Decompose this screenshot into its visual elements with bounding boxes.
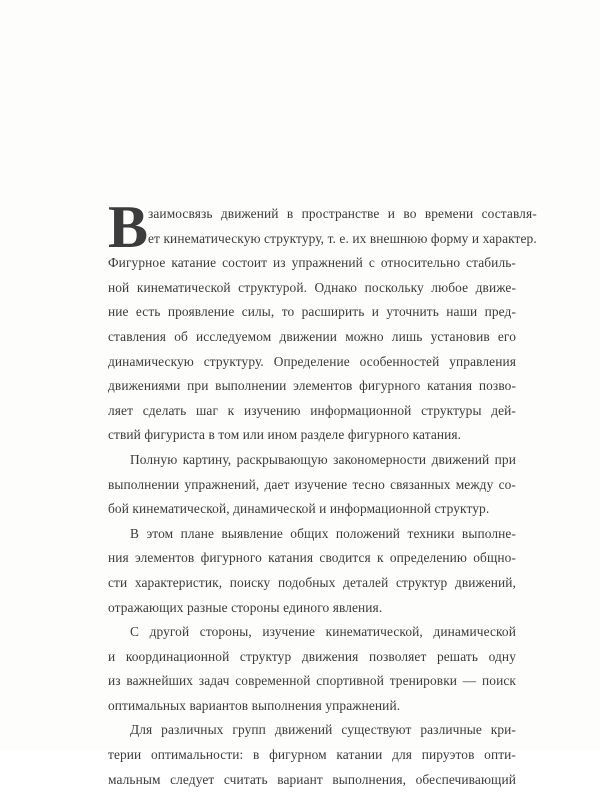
text-line: ствий фигуриста в том или ином разделе фигурного катания. bbox=[108, 427, 462, 443]
text-line: ной кинематической структурой. Однако поскольку любое движе- bbox=[108, 279, 516, 295]
text-line: из важнейших задач современной спортивной тренировки — поиск bbox=[108, 673, 516, 689]
text-line: заимосвязь движений в пространстве и во времени составля- bbox=[148, 206, 537, 221]
text-line: и координационной структур движения позволяет решать одну bbox=[108, 648, 516, 664]
text-line: терии оптимальности: в фигурном катании для пируэтов опти- bbox=[108, 747, 516, 763]
drop-cap-letter: В bbox=[108, 194, 149, 260]
text-line: отражающих разные стороны единого явления. bbox=[108, 599, 383, 615]
text-line: мальным следует считать вариант выполнения, обеспечивающий bbox=[108, 771, 516, 787]
body-text bbox=[108, 194, 537, 792]
text-line: Фигурное катание состоит из упражнений с относительно стабиль- bbox=[108, 255, 516, 271]
text-line: ние есть проявление силы, то расширить и уточнить наши пред- bbox=[108, 304, 516, 320]
text-line: ляет сделать шаг к изучению информационной структуры дей- bbox=[108, 402, 516, 418]
text-line: ет кинематическую структуру, т. е. их внешнюю форму и характер. bbox=[148, 230, 537, 246]
text-line: Полную картину, раскрывающую закономерности движений при bbox=[130, 451, 516, 467]
text-line: ния элементов фигурного катания сводится к определению общно- bbox=[108, 550, 516, 566]
text-line: ставления об исследуемом движении можно лишь установив его bbox=[108, 328, 516, 344]
text-line: С другой стороны, изучение кинематической, динамической bbox=[130, 624, 516, 640]
text-line: выполнении упражнений, дает изучение тесно связанных между со- bbox=[108, 476, 516, 492]
text-line: бой кинематической, динамической и информационной структур. bbox=[108, 501, 490, 517]
paragraph-1-opening bbox=[108, 194, 537, 260]
text-line: Для различных групп движений существуют различные кри- bbox=[130, 722, 516, 738]
text-line: динамическую структуру. Определение особенностей управления bbox=[108, 353, 516, 369]
text-line: сти характеристик, поиску подобных деталей структур движений, bbox=[108, 574, 516, 590]
text-line: движениями при выполнении элементов фигурного катания позво- bbox=[108, 378, 516, 394]
text-line: оптимальных вариантов выполнения упражнений. bbox=[108, 697, 401, 713]
text-line: В этом плане выявление общих положений техники выполне- bbox=[130, 525, 516, 541]
